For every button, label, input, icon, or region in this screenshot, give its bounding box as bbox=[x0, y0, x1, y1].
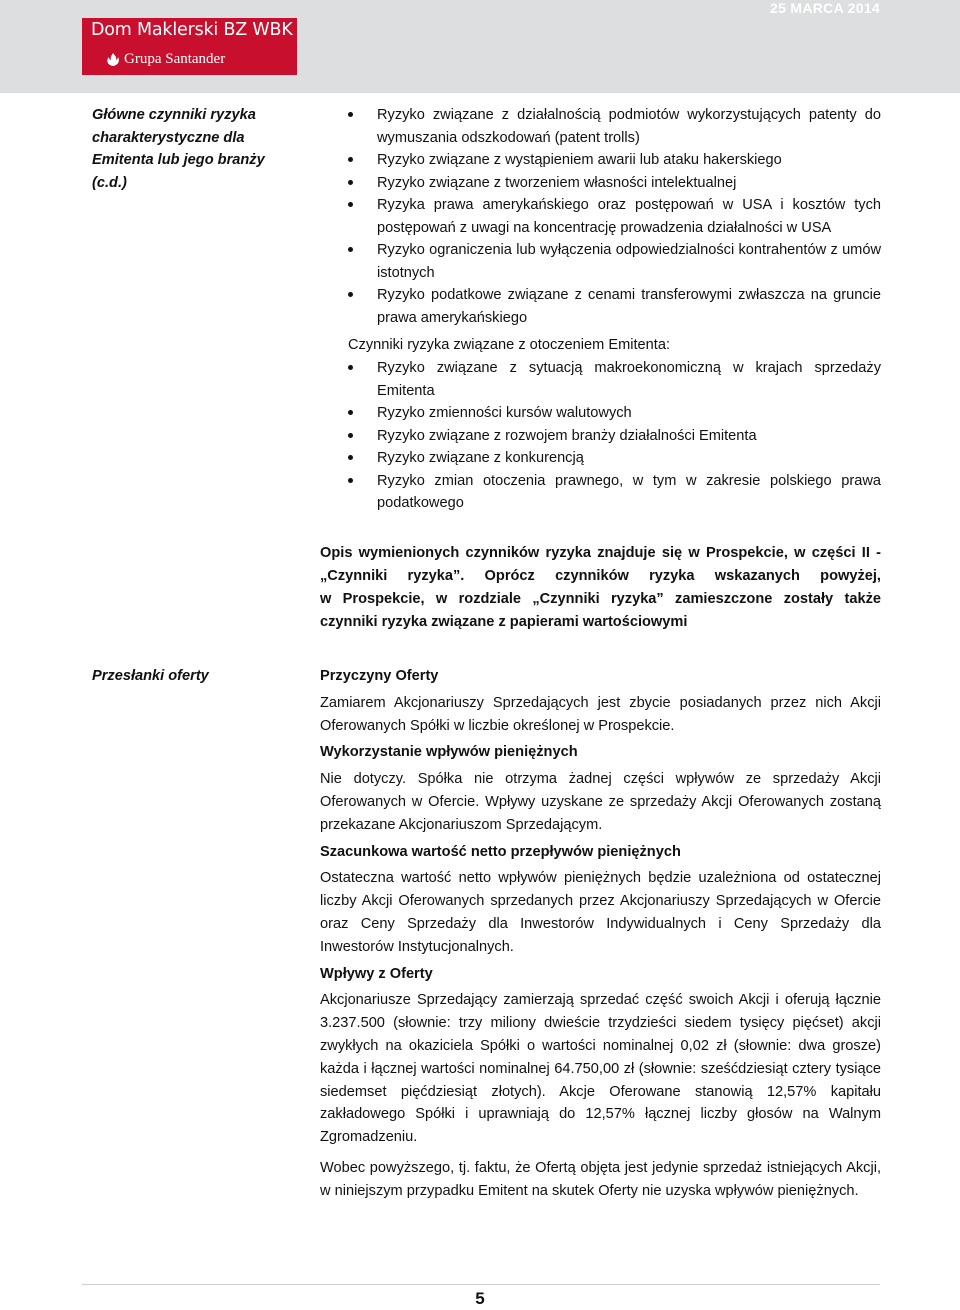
summary-line: „Czynniki ryzyka”. Oprócz czynników ryzyka wskazanych powyżej, bbox=[320, 568, 881, 584]
page-number: 5 bbox=[475, 1289, 485, 1308]
risk-section-title bbox=[92, 104, 272, 194]
list-item: Ryzyko związane z działalnością podmiotów wykorzystujących patenty do wymuszania odszkodowań (patent trolls) bbox=[348, 104, 881, 149]
list-item: Ryzyko związane z wystąpieniem awarii lub ataku hakerskiego bbox=[348, 149, 881, 172]
list-item: Ryzyko związane z sytuacją makroekonomiczną w krajach sprzedaży Emitenta bbox=[348, 357, 881, 402]
logo-title: Dom Maklerski BZ WBK bbox=[91, 20, 293, 40]
page-header bbox=[0, 0, 960, 93]
environment-risk-heading: Czynniki ryzyka związane z otoczeniem Emitenta: bbox=[348, 337, 670, 353]
logo-subtitle: Grupa Santander bbox=[124, 51, 226, 67]
environment-risk-list bbox=[348, 357, 881, 515]
report-date: 25 MARCA 2014 bbox=[770, 0, 880, 16]
footer-divider bbox=[82, 1284, 880, 1285]
offer-section-title bbox=[92, 665, 272, 688]
title-line: Emitenta lub jego branży bbox=[92, 152, 265, 168]
reasons-heading: Przyczyny Oferty bbox=[320, 668, 439, 684]
proceeds-use-text: Nie dotyczy. Spółka nie otrzyma żadnej części wpływów ze sprzedaży Akcji Oferowanych w Ofercie. Wpływy uzyskane ze sprzedaży Akcji Oferowanych zostaną przekazane Akcjonariuszom Sprzedającym. bbox=[320, 771, 881, 833]
list-item: Ryzyko związane z tworzeniem własności intelektualnej bbox=[348, 172, 881, 195]
list-item: Ryzyko ograniczenia lub wyłączenia odpowiedzialności kontrahentów z umów istotnych bbox=[348, 239, 881, 284]
list-item: Ryzyko związane z konkurencją bbox=[348, 447, 881, 470]
summary-line: czynniki ryzyka związane z papierami wartościowymi bbox=[320, 614, 688, 630]
proceeds-heading: Wpływy z Oferty bbox=[320, 965, 433, 982]
list-item: Ryzyka prawa amerykańskiego oraz postępowań w USA i kosztów tych postępowań z uwagi na koncentrację prowadzenia działalności w USA bbox=[348, 194, 881, 239]
summary-line: w Prospekcie, w rozdziale „Czynniki ryzyka” zamieszczone zostały także bbox=[320, 591, 881, 607]
list-item: Ryzyko zmian otoczenia prawnego, w tym w zakresie polskiego prawa podatkowego bbox=[348, 470, 881, 515]
title-line: charakterystyczne dla bbox=[92, 129, 245, 146]
title-line: Główne czynniki ryzyka bbox=[92, 107, 256, 123]
flame-icon bbox=[105, 52, 121, 68]
title-line: (c.d.) bbox=[92, 174, 127, 191]
net-value-text: Ostateczna wartość netto wpływów pieniężnych będzie uzależniona od ostatecznej liczby Akcji Oferowanych sprzedanych przez Akcjonariuszy Sprzedających w Ofercie oraz Ceny Sprzedaży dla Inwestorów Indywidualnych i Ceny Sprzedaży dla Inwestorów Instytucjonalnych. bbox=[320, 870, 881, 955]
offer-content bbox=[320, 665, 881, 1203]
list-item: Ryzyko zmienności kursów walutowych bbox=[348, 402, 881, 425]
proceeds-use-heading: Wykorzystanie wpływów pieniężnych bbox=[320, 744, 578, 761]
proceeds-text: Akcjonariusze Sprzedający zamierzają sprzedać część swoich Akcji i oferują łącznie 3.237.500 (słownie: trzy miliony dwieście trzydzieści siedem tysięcy pięćset) akcji zwykłych na okaziciela Spółki o wartości nominalnej 0,02 zł (słownie: dwa grosze) każda i łącznej wartości nominalnej 64.750,00 zł (słownie: sześćdziesiąt cztery tysiące siedemset pięćdziesiąt złotych). Akcje Oferowane stanowią 12,57% kapitału zakładowego Spółki i uprawniają do 12,57% łącznej liczby głosów na Walnym Zgromadzeniu. bbox=[320, 992, 881, 1146]
reasons-text: Zamiarem Akcjonariuszy Sprzedających jest zbycie posiadanych przez nich Akcji Oferowanych Spółki w liczbie określonej w Prospekcie. bbox=[320, 694, 881, 734]
list-item: Ryzyko podatkowe związane z cenami transferowymi zwłaszcza na gruncie prawa amerykańskiego bbox=[348, 284, 881, 329]
brand-logo bbox=[82, 18, 297, 75]
risk-summary bbox=[320, 542, 881, 634]
list-item: Ryzyko związane z rozwojem branży działalności Emitenta bbox=[348, 425, 881, 448]
section-title-text: Przesłanki oferty bbox=[92, 668, 209, 684]
net-value-heading: Szacunkowa wartość netto przepływów pieniężnych bbox=[320, 843, 681, 860]
issuer-risk-list bbox=[348, 104, 881, 329]
conclusion-text: Wobec powyższego, tj. faktu, że Ofertą objęta jest jedynie sprzedaż istniejących Akcji, w niniejszym przypadku Emitent na skutek Oferty nie uzyska wpływów pieniężnych. bbox=[320, 1159, 881, 1199]
summary-line: Opis wymienionych czynników ryzyka znajduje się w Prospekcie, w części II - bbox=[320, 545, 881, 561]
